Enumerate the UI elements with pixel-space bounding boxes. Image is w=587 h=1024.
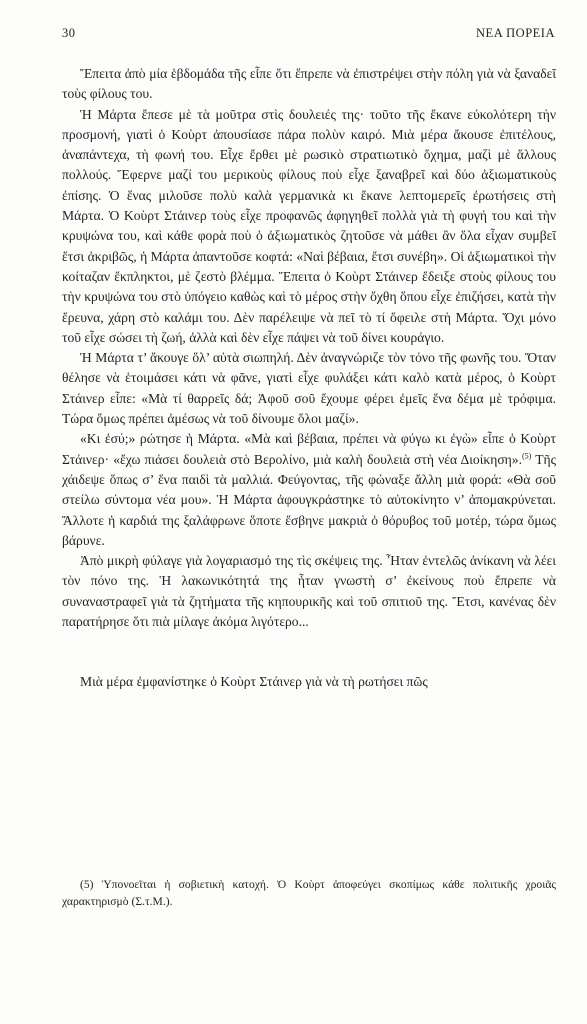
- page-header: [62, 26, 555, 44]
- running-head: ΝΕΑ ΠΟΡΕΙΑ: [476, 26, 555, 40]
- paragraph-text: Ἡ Μάρτα τ’ ἄκουγε ὅλ’ αὐτὰ σιωπηλή. Δὲν ἀναγνώριζε τὸν τόνο τῆς φωνῆς του. Ὅταν θέλησε νὰ ἑτοιμάσει κάτι νὰ φᾶνε, γιατὶ εἶχε φυλάξει κάτι καλὸ κατὰ μέρος, ὁ Κοὺρτ Στάινερ εἶπε: «Μὰ τί θαρρεῖς δά; Ἀφοῦ σοῦ ἔχουμε φέρει ἐμεῖς ἕνα δέμα μὲ τρόφιμα. Τώρα ὅμως πρέπει ἀμέσως νὰ τοῦ δίνουμε ὅλοι μαζί».: [62, 350, 556, 427]
- paragraph-text: Ἀπὸ μικρὴ φύλαγε γιὰ λογαριασμό της τὶς σκέψεις της. Ἦταν ἐντελῶς ἀνίκανη νὰ λέει τὸν πόνο της. Ἡ λακωνικότητά της ἦταν γνωστὴ σ’ ἐκείνους ποὺ ἔπρεπε νὰ συναναστραφεῖ γιὰ τὰ ζητήματα τῆς κηπουρικῆς καὶ τοῦ σπιτιοῦ της. Ἔτσι, κανένας δὲν παρατήρησε ὅτι πιὰ μίλαγε ἀκόμα λιγότερο...: [62, 553, 556, 630]
- footnote-text: (5) Ὑπονοεῖται ἡ σοβιετικὴ κατοχή. Ὁ Κοὺρτ ἀποφεύγει σκοπίμως κάθε πολιτικῆς χροιᾶς χαρακτηρισμὸ (Σ.τ.Μ.).: [62, 878, 556, 908]
- paragraph: [62, 64, 556, 105]
- main-text: [62, 64, 556, 693]
- footnote: [62, 876, 556, 910]
- paragraph-text: Ἔπειτα ἀπὸ μία ἑβδομάδα τῆς εἶπε ὅτι ἔπρεπε νὰ ἐπιστρέψει στὴν πόλη γιὰ νὰ ξαναδεῖ τοὺς φίλους του.: [62, 66, 556, 102]
- page-number: 30: [62, 26, 76, 40]
- paragraph: [62, 105, 556, 349]
- paragraph: [62, 672, 556, 692]
- paragraph-text: Ἡ Μάρτα ἔπεσε μὲ τὰ μοῦτρα στὶς δουλειές της· τοῦτο τῆς ἔκανε εὐκολότερη τὴν προσμονή, γιατὶ ὁ Κοὺρτ ἀπουσίασε πάρα πολὺν καιρό. Μιὰ μέρα ἄκουσε ἐπιτέλους, ἀναπάντεχα, τὴ φωνή του. Εἶχε ἔρθει μὲ ρωσικὸ στρατιωτικὸ ὄχημα, μαζὶ μὲ ἄλλους πολλούς. Ἔφερνε μαζί του μερικοὺς φίλους ποὺ εἶχε ξαναβρεῖ καὶ δύο ἀξιωματικοὺς ἐπίσης. Ὁ ἕνας μιλοῦσε πολὺ καλὰ γερμανικὰ κι ἔκανε λεπτομερεῖς ἐρωτήσεις στὴ Μάρτα. Ὁ Κοὺρτ Στάινερ τοὺς εἶχε προφανῶς ἀφηγηθεῖ πολλὰ γιὰ τὴ φυγή του καὶ τὴν κρυψώνα του, καὶ κάθε φορὰ ποὺ ὁ ἀξιωματικὸς ζητοῦσε νὰ μάθει ἂν ὅλα εἶχαν συμβεῖ ἔτσι ἀκριβῶς, ἡ Μάρτα ἀπαντοῦσε κοφτά: «Ναὶ βέβαια, ἔτσι συνέβη». Οἱ ἀξιωματικοὶ τὴν κοίταζαν ἔκπληκτοι, μὲ ζεστὸ βλέμμα. Ἔπειτα ὁ Κοὺρτ Στάινερ ἔδειξε στοὺς φίλους του τὴν κρυψώνα του στὸ ὑπόγειο καθὼς καὶ τὸ μέρος στὴν ὄχθη ὅπου εἶχε ἐπιζήσει, κατὰ τὴν ἔρευνα, χάρη στὸ καλάμι του. Δὲν παρέλειψε νὰ πεῖ τὸ τί ὄφειλε στὴ Μάρτα. Ὄχι μόνο τοῦ εἶχε σώσει τὴ ζωή, ἀλλὰ καὶ δὲν εἶχε πάψει νὰ τοῦ δίνει κουράγιο.: [62, 106, 556, 345]
- paragraph: [62, 551, 556, 632]
- footnote-ref[interactable]: (5): [521, 451, 532, 461]
- paragraph-text: «Κι ἐσύ;» ρώτησε ἡ Μάρτα. «Μὰ καὶ βέβαια, πρέπει νὰ φύγω κι ἐγὼ» εἶπε ὁ Κοὺρτ Στάινερ· «ἔχω πιάσει δουλειὰ στὸ Βερολίνο, μιὰ καλὴ δουλειὰ στὴ νέα Διοίκηση».: [62, 431, 556, 467]
- paragraph-text: Τῆς χάιδεψε ὅπως σ’ ἕνα παιδὶ τὰ μαλλιά. Φεύγοντας, τῆς φώναξε ἄλλη μιὰ φορά: «Θὰ σοῦ στείλω σύντομα νέα μου». Ἡ Μάρτα ἀφουγκράστηκε τὸ αὐτοκίνητο ν’ ἀπομακρύνεται. Ἄλλοτε ἡ καρδιά της ξαλάφρωνε ὅποτε ἔσβηνε μακριὰ ὁ θόρυβος τοῦ μοτέρ, τώρα ὅμως βάρυνε.: [62, 451, 556, 548]
- paragraph-text: Μιὰ μέρα ἐμφανίστηκε ὁ Κοὺρτ Στάινερ γιὰ νὰ τὴ ρωτήσει πῶς: [80, 674, 428, 690]
- paragraph: [62, 429, 556, 551]
- footnotes: [62, 876, 556, 910]
- paragraph: [62, 348, 556, 429]
